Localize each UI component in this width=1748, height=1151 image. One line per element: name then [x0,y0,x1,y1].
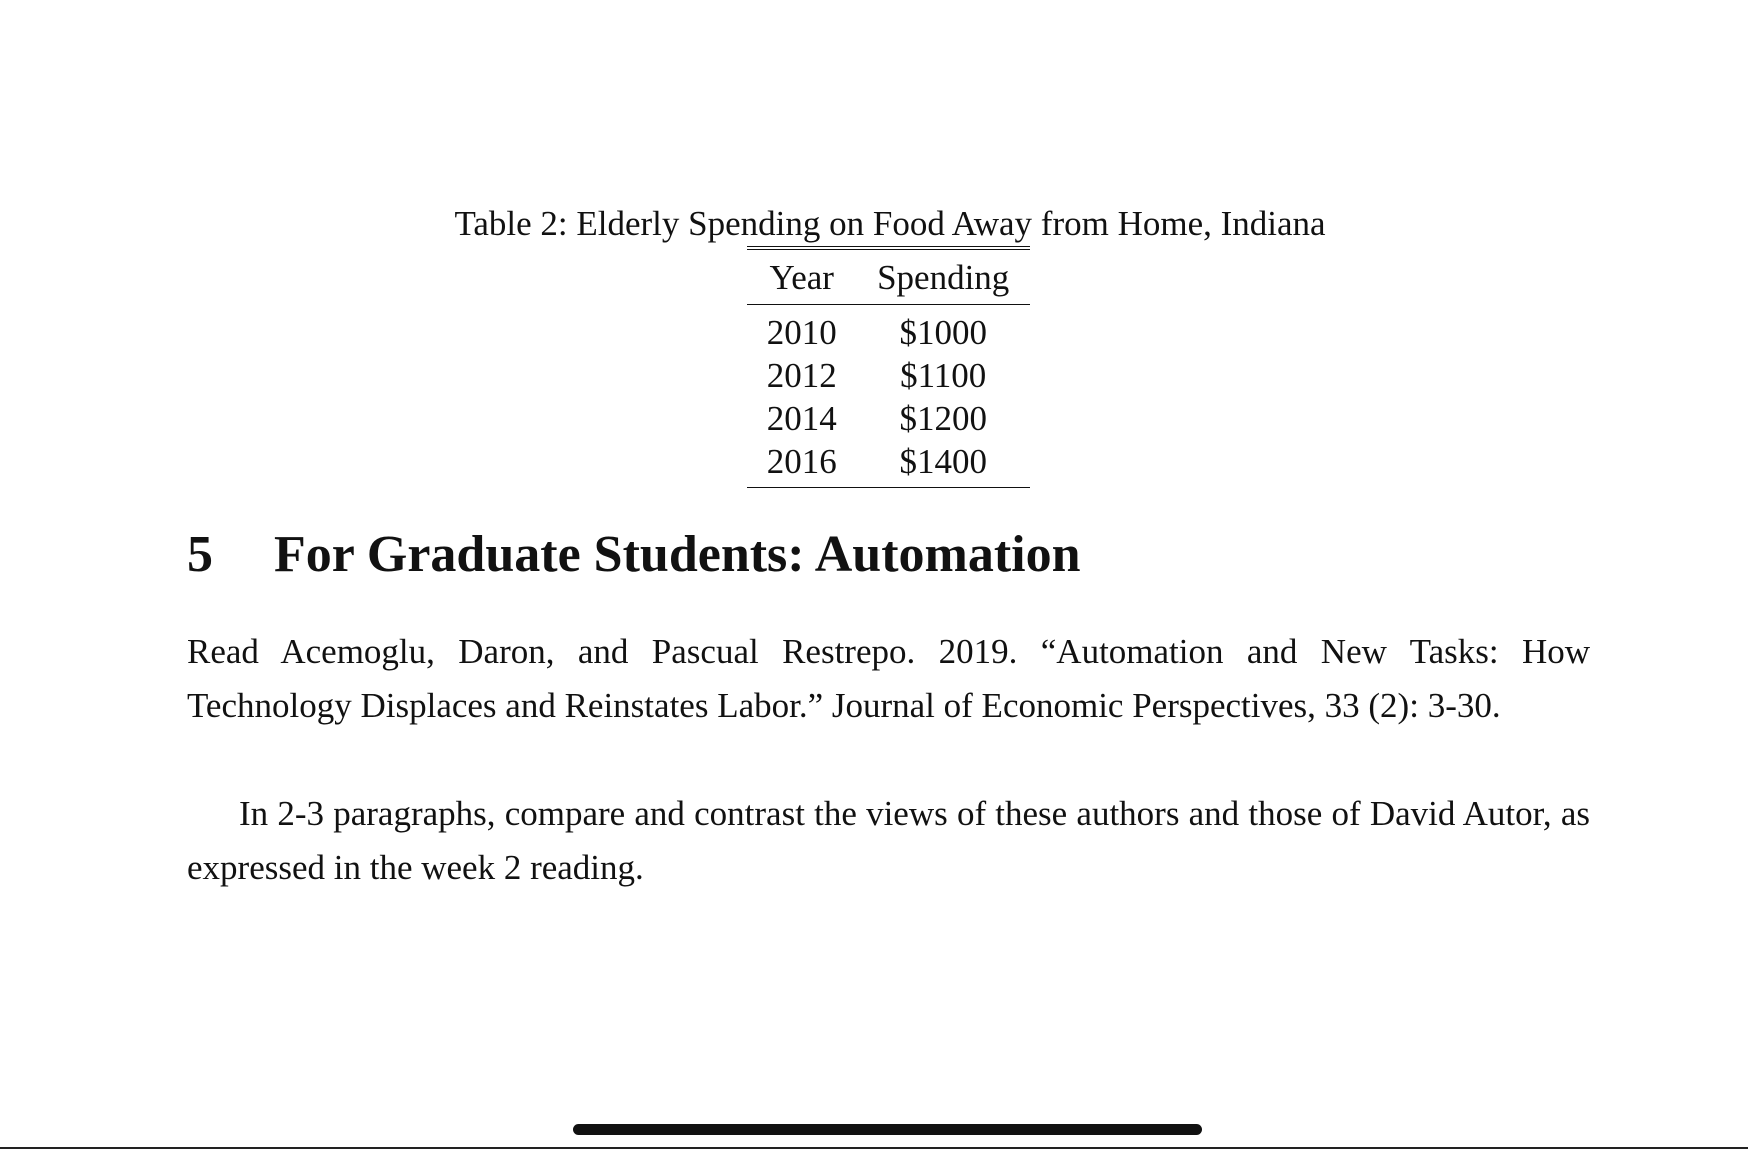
table-row [747,305,1030,355]
table-row [747,354,1030,397]
home-indicator-bar[interactable] [573,1124,1202,1135]
spending-cell: $1000 [899,312,987,352]
section-heading [187,522,1081,588]
table-caption: Table 2: Elderly Spending on Food Away from Home, Indiana [454,204,1326,243]
spending-cell: $1400 [899,441,987,481]
section-number: 5 [187,526,213,583]
year-cell: 2014 [766,398,837,438]
table-header-row [747,248,1030,305]
bottom-divider [0,1147,1748,1149]
spending-cell: $1100 [900,355,987,395]
assignment-prompt-paragraph: In 2-3 paragraphs, compare and contrast the views of these authors and those of David Autor, as expressed in the week 2 reading. [187,794,1590,887]
spending-table [747,246,1030,488]
column-header-year: Year [747,248,856,305]
reading-citation-paragraph: Read Acemoglu, Daron, and Pascual Restrepo. 2019. “Automation and New Tasks: How Technology Displaces and Reinstates Labor.” Journal of Economic Perspectives, 33 (2): 3-30. [187,632,1590,725]
spending-cell: $1200 [899,398,987,438]
column-header-spending: Spending [856,248,1030,305]
table-row [747,397,1030,440]
year-cell: 2016 [766,441,837,481]
year-cell: 2012 [766,355,837,395]
year-cell: 2010 [766,312,837,352]
section-title: For Graduate Students: Automation [274,526,1081,583]
table-row [747,440,1030,488]
